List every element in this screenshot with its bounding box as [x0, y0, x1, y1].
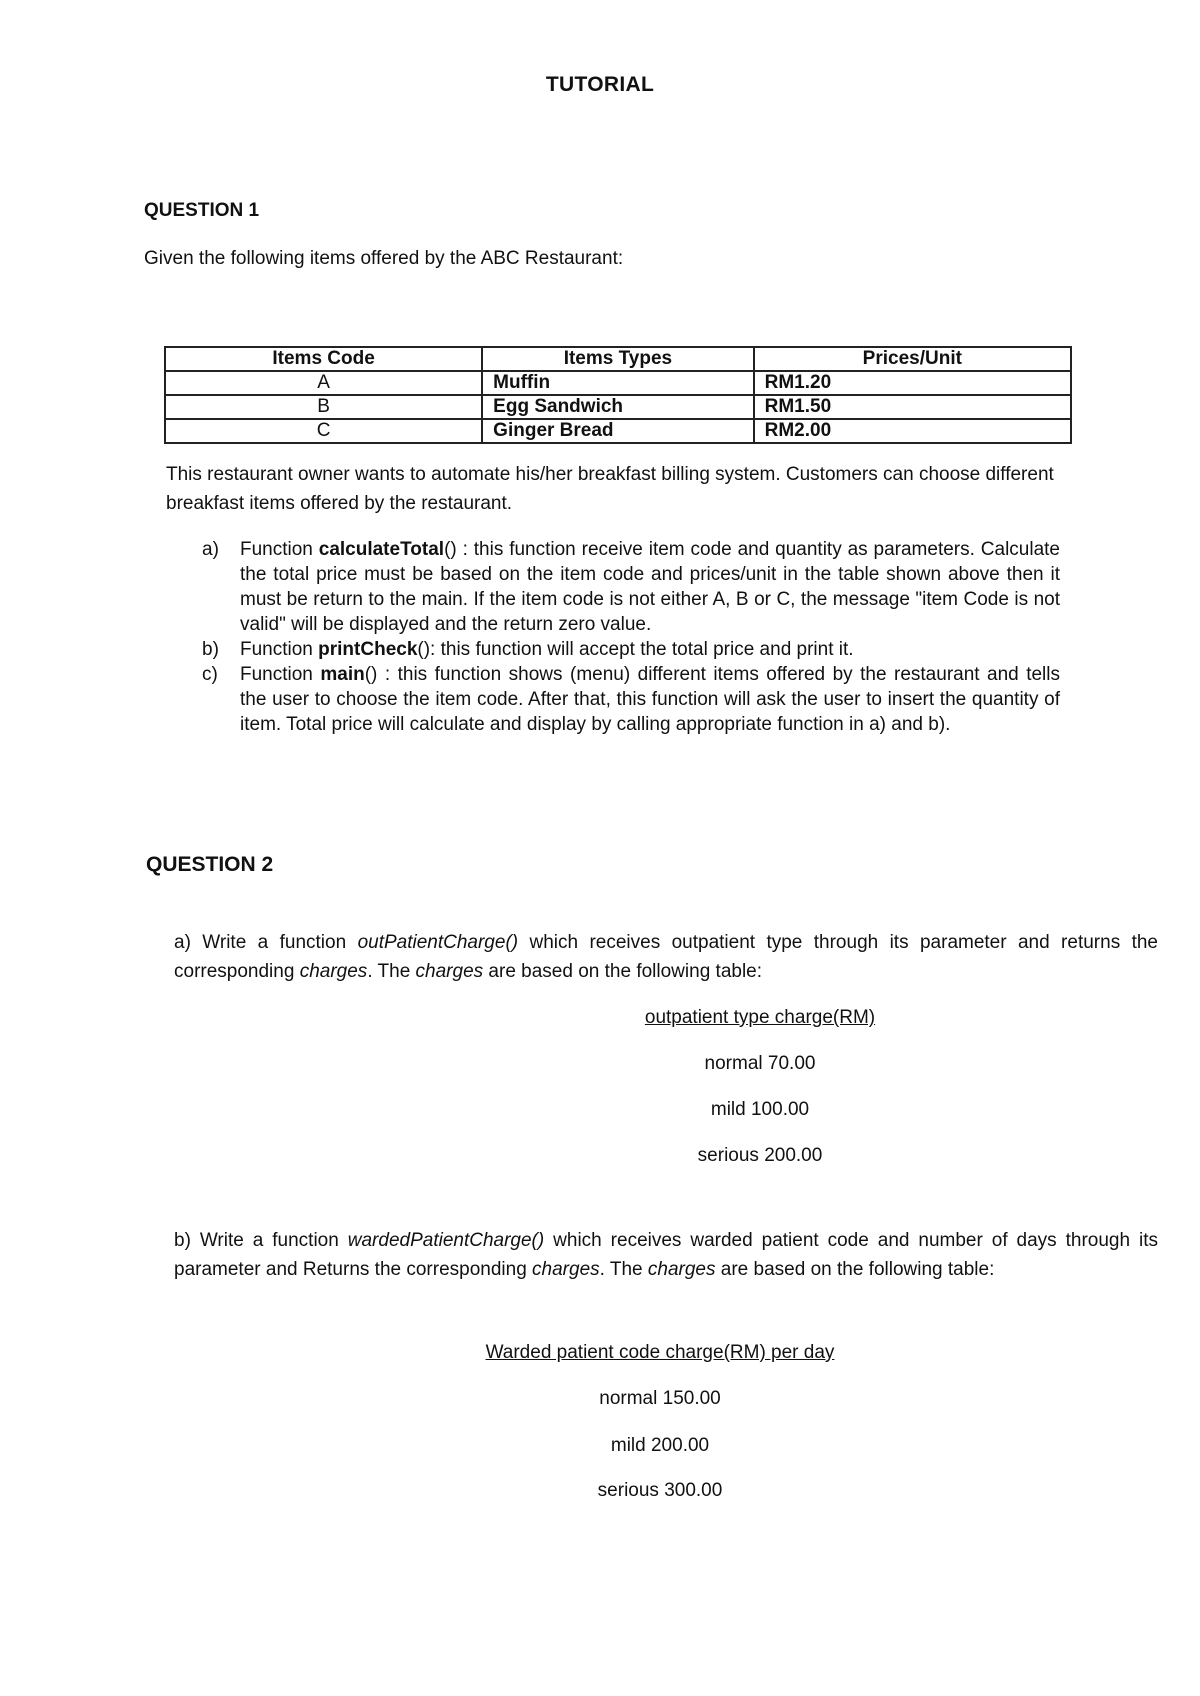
item-price-cell: RM1.20: [754, 371, 1071, 395]
list-item: [166, 637, 1060, 662]
function-name: printCheck: [318, 639, 418, 660]
list-item: serious 300.00: [597, 1480, 723, 1501]
warded-header-text: Warded patient code charge(RM) per day: [485, 1342, 835, 1363]
menu-header-items-code: Items Code: [165, 347, 482, 371]
list-item-text: () : this function receive item code and quantity as parameters. Calculate the total price must be based on the item code and prices/unit in the table shown above then it must be return to the main. If the item code is not either A, B or C, the message "item Code is not valid" will be displayed and the return zero value.: [240, 539, 1060, 635]
item-code-cell: B: [165, 395, 482, 419]
list-item-prefix: Function: [240, 664, 321, 685]
list-item: normal 150.00: [599, 1388, 721, 1409]
question-1-heading: QUESTION 1: [144, 200, 260, 221]
list-item-prefix: Function: [240, 639, 319, 660]
item-price-cell: RM2.00: [754, 419, 1071, 443]
question-2b-text: [174, 1226, 1158, 1284]
function-name: main: [320, 664, 365, 685]
emphasis-text: charges: [647, 1259, 716, 1280]
outpatient-table-header: [250, 1007, 1200, 1029]
emphasis-text: charges: [532, 1259, 600, 1280]
table-row: [165, 395, 1071, 419]
list-item: [166, 537, 1060, 637]
menu-header-items-types: Items Types: [482, 347, 753, 371]
list-item-text: (): this function will accept the total price and print it.: [417, 639, 854, 660]
text-run: b) Write a function: [174, 1230, 348, 1251]
page-title: TUTORIAL: [545, 73, 655, 96]
item-type-cell: Egg Sandwich: [482, 395, 753, 419]
list-item: mild 100.00: [710, 1099, 810, 1120]
menu-table-header-row: [165, 347, 1071, 371]
question-2a-text: [174, 928, 1158, 986]
list-marker: c): [202, 664, 218, 685]
list-item-text: () : this function shows (menu) different items offered by the restaurant and tells the user to choose the item code. After that, this function will ask the user to insert the quantity of item. Total price will calculate and display by calling appropriate function in a) and b).: [240, 664, 1060, 735]
item-price-cell: RM1.50: [754, 395, 1071, 419]
function-name: calculateTotal: [318, 539, 445, 560]
list-marker: a): [202, 539, 219, 560]
list-item: mild 200.00: [610, 1435, 710, 1456]
text-run: which receives outpatient type through its parameter and returns the corresponding: [174, 932, 1158, 982]
list-item: serious 200.00: [697, 1145, 823, 1166]
text-run: a) Write a function: [174, 932, 358, 953]
text-run: . The: [367, 961, 416, 982]
text-run: . The: [599, 1259, 648, 1280]
question-1-intro: Given the following items offered by the ABC Restaurant:: [144, 248, 624, 269]
list-item-prefix: Function: [240, 539, 319, 560]
list-item: normal 70.00: [704, 1053, 816, 1074]
list-item: [166, 662, 1060, 737]
item-code-cell: A: [165, 371, 482, 395]
table-row: [165, 419, 1071, 443]
item-type-cell: Ginger Bread: [482, 419, 753, 443]
function-name: outPatientCharge(): [357, 932, 519, 953]
text-run: which receives warded patient code and number of days through its parameter and Returns the corresponding: [174, 1230, 1159, 1280]
text-run: are based on the following table:: [715, 1259, 995, 1280]
outpatient-header-text: outpatient type charge(RM): [644, 1007, 876, 1028]
text-run: are based on the following table:: [483, 961, 763, 982]
function-name: wardedPatientCharge(): [347, 1230, 545, 1251]
question-1-task-list: [166, 537, 1060, 737]
item-type-cell: Muffin: [482, 371, 753, 395]
emphasis-text: charges: [299, 961, 368, 982]
menu-header-prices-unit: Prices/Unit: [754, 347, 1071, 371]
emphasis-text: charges: [415, 961, 484, 982]
item-code-cell: C: [165, 419, 482, 443]
question-2-heading: QUESTION 2: [146, 853, 274, 876]
question-1-description: This restaurant owner wants to automate his/her breakfast billing system. Customers can choose different breakfast items offered by the restaurant.: [166, 464, 1054, 514]
list-marker: b): [202, 639, 219, 660]
warded-table-header: [150, 1342, 1170, 1364]
menu-table: [164, 346, 1072, 444]
table-row: [165, 371, 1071, 395]
